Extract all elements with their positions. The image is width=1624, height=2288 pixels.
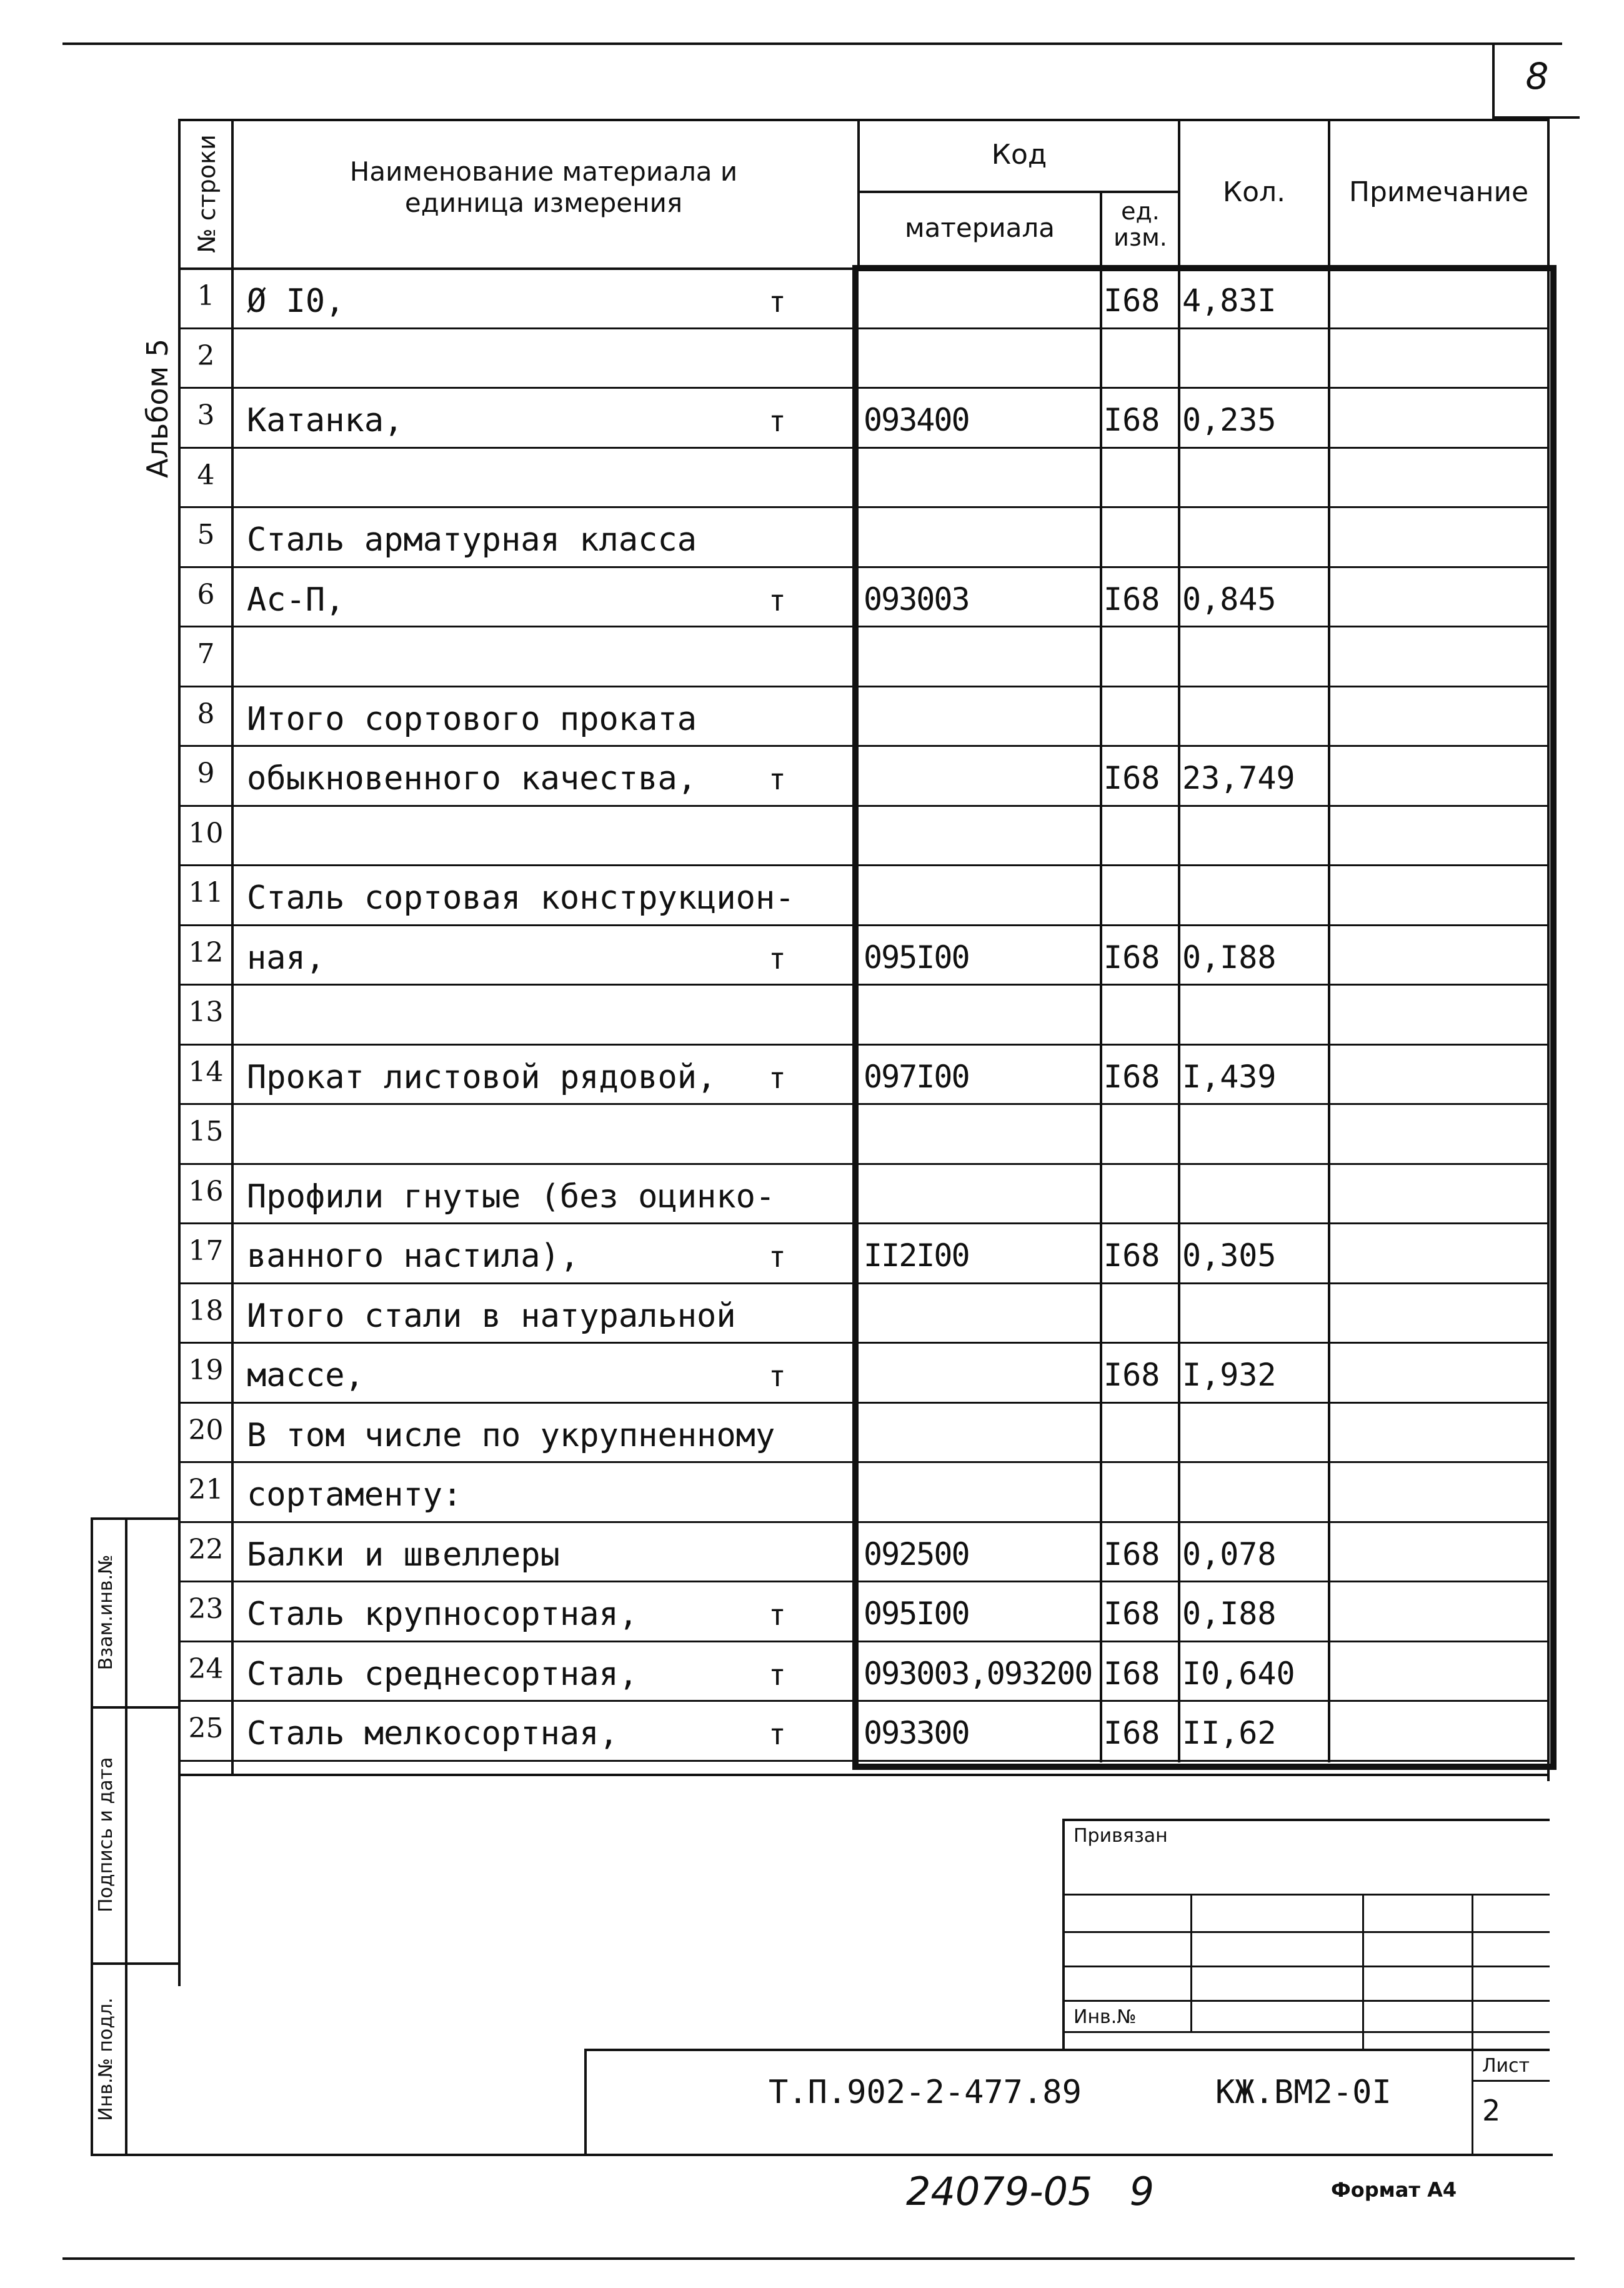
row-number: 17 [188, 1235, 224, 1267]
header-code: Код [991, 139, 1047, 171]
row-number: 18 [188, 1295, 224, 1327]
row-divider [181, 566, 1547, 568]
row-name: Итого стали в натуральной [247, 1297, 736, 1335]
top-rule [62, 42, 1562, 45]
header-name: Наименование материала и единица измерения [349, 156, 738, 219]
row-unit-code: I68 [1103, 1715, 1160, 1751]
row-number: 22 [188, 1534, 224, 1566]
page-number-box-left [1492, 42, 1495, 117]
row-unit: т [769, 942, 786, 976]
row-qty: 0,I88 [1182, 939, 1277, 976]
row-unit-code: I68 [1103, 1656, 1160, 1692]
row-qty: 0,305 [1182, 1237, 1277, 1274]
row-number: 6 [197, 579, 215, 611]
row-qty: 4,83I [1182, 282, 1277, 319]
row-number: 1 [197, 280, 215, 312]
row-code: II2I00 [864, 1237, 969, 1274]
row-divider [181, 1222, 1547, 1224]
sheet-label: Лист [1482, 2055, 1530, 2077]
row-unit: т [769, 1359, 786, 1393]
row-number: 8 [197, 698, 215, 730]
row-number: 19 [188, 1354, 224, 1386]
row-name: Итого сортового проката [247, 701, 697, 738]
row-code: 097I00 [864, 1059, 969, 1095]
doc-mark: КЖ.ВМ2-0I [1215, 2074, 1392, 2111]
row-unit-code: I68 [1103, 760, 1160, 796]
row-qty: 0,I88 [1182, 1596, 1277, 1632]
stamp-sign-date: Подпись и дата [95, 1757, 117, 1912]
bottom-rule [62, 2257, 1575, 2260]
row-number: 3 [197, 399, 215, 431]
row-divider [181, 984, 1547, 986]
row-number: 2 [197, 340, 215, 372]
row-divider [181, 506, 1547, 508]
row-unit: т [769, 285, 786, 319]
row-number: 10 [188, 817, 224, 849]
row-unit-code: I68 [1103, 1536, 1160, 1572]
row-unit-code: I68 [1103, 1059, 1160, 1095]
row-code: 092500 [864, 1536, 969, 1572]
header-code-material: материала [904, 212, 1055, 243]
row-name: В том числе по укрупненному [247, 1417, 775, 1454]
row-number: 24 [188, 1653, 224, 1685]
row-divider [181, 1521, 1547, 1523]
row-divider [181, 1103, 1547, 1105]
row-name: обыкновенного качества, [247, 760, 697, 797]
row-number: 11 [188, 877, 224, 909]
header-qty: Кол. [1222, 176, 1286, 208]
row-qty: I0,640 [1182, 1656, 1295, 1692]
row-name: Прокат листовой рядовой, [247, 1059, 717, 1096]
row-name: ванного настила), [247, 1237, 580, 1275]
row-number: 21 [188, 1474, 224, 1506]
row-unit-code: I68 [1103, 1357, 1160, 1393]
row-divider [181, 1342, 1547, 1344]
album-label: Альбом 5 [141, 338, 174, 478]
row-divider [181, 1700, 1547, 1702]
row-number: 23 [188, 1593, 224, 1625]
row-code: 093400 [864, 402, 969, 438]
row-code: 095I00 [864, 1596, 969, 1632]
row-name: Ø I0, [247, 282, 345, 320]
row-divider [181, 626, 1547, 627]
row-number: 25 [188, 1712, 224, 1744]
row-divider [181, 745, 1547, 747]
row-number: 7 [197, 638, 215, 670]
row-name: Сталь среднесортная, [247, 1656, 639, 1693]
row-name: Ас-П, [247, 581, 345, 619]
stamp-replaced: Взам.инв.№ [95, 1554, 117, 1671]
row-unit: т [769, 404, 786, 438]
row-name: Балки и швеллеры [247, 1536, 560, 1574]
row-divider [181, 924, 1547, 926]
row-qty: 0,078 [1182, 1536, 1277, 1572]
row-number: 13 [188, 996, 224, 1028]
row-divider [181, 1044, 1547, 1046]
row-code: 095I00 [864, 939, 969, 976]
row-unit: т [769, 1061, 786, 1095]
doc-code: Т.П.902-2-477.89 [769, 2074, 1082, 2111]
row-qty: I,439 [1182, 1059, 1277, 1095]
row-code: 093300 [864, 1715, 969, 1751]
row-divider [181, 686, 1547, 687]
row-unit-code: I68 [1103, 939, 1160, 976]
bound-label: Привязан [1074, 1825, 1168, 1847]
row-qty: 0,845 [1182, 581, 1277, 617]
row-divider [181, 1282, 1547, 1284]
row-qty: II,62 [1182, 1715, 1277, 1751]
row-divider [181, 1581, 1547, 1582]
row-divider [181, 327, 1547, 329]
row-number: 14 [188, 1056, 224, 1088]
row-qty: I,932 [1182, 1357, 1277, 1393]
row-divider [181, 447, 1547, 449]
row-number: 9 [197, 757, 215, 789]
page-number: 8 [1525, 55, 1549, 97]
row-code: 093003 [864, 581, 969, 617]
row-code: 093003,093200 [864, 1656, 1092, 1692]
row-name: сортаменту: [247, 1476, 462, 1514]
row-unit-code: I68 [1103, 402, 1160, 438]
row-unit: т [769, 1717, 786, 1751]
row-name: массе, [247, 1357, 364, 1394]
header-row-no: № строки [193, 134, 221, 253]
row-unit-code: I68 [1103, 581, 1160, 617]
footer-format: Формат А4 [1331, 2178, 1457, 2202]
row-unit: т [769, 1240, 786, 1274]
stamp-inv-orig: Инв.№ подл. [95, 1997, 117, 2121]
row-name: Профили гнутые (без оцинко- [247, 1178, 775, 1216]
sheet-number: 2 [1482, 2094, 1501, 2127]
row-unit-code: I68 [1103, 1237, 1160, 1274]
row-name: Сталь мелкосортная, [247, 1715, 619, 1752]
row-divider [181, 387, 1547, 389]
row-divider [181, 805, 1547, 807]
row-divider [181, 1461, 1547, 1463]
row-number: 5 [197, 519, 215, 551]
row-unit: т [769, 1658, 786, 1692]
header-note: Примечание [1348, 176, 1529, 208]
header-code-unit: ед. изм. [1113, 197, 1167, 251]
row-number: 4 [197, 459, 215, 491]
footer-handwritten: 24079-05 9 [906, 2169, 1155, 2214]
row-number: 20 [188, 1414, 224, 1446]
row-divider [181, 1760, 1547, 1762]
row-unit: т [769, 1598, 786, 1632]
row-divider [181, 1402, 1547, 1404]
row-name: Катанка, [247, 402, 404, 439]
row-unit: т [769, 762, 786, 796]
inv-label: Инв.№ [1074, 2006, 1137, 2028]
row-divider [181, 1641, 1547, 1642]
row-unit-code: I68 [1103, 1596, 1160, 1632]
row-name: Сталь арматурная класса [247, 521, 697, 559]
row-number: 12 [188, 937, 224, 969]
row-name: ная, [247, 939, 326, 977]
row-name: Сталь крупносортная, [247, 1596, 639, 1633]
row-divider [181, 1163, 1547, 1165]
row-unit-code: I68 [1103, 282, 1160, 319]
row-unit: т [769, 584, 786, 617]
row-divider [181, 864, 1547, 866]
row-number: 15 [188, 1116, 224, 1147]
row-number: 16 [188, 1176, 224, 1207]
row-name: Сталь сортовая конструкцион- [247, 879, 795, 917]
row-qty: 0,235 [1182, 402, 1277, 438]
row-qty: 23,749 [1182, 760, 1295, 796]
